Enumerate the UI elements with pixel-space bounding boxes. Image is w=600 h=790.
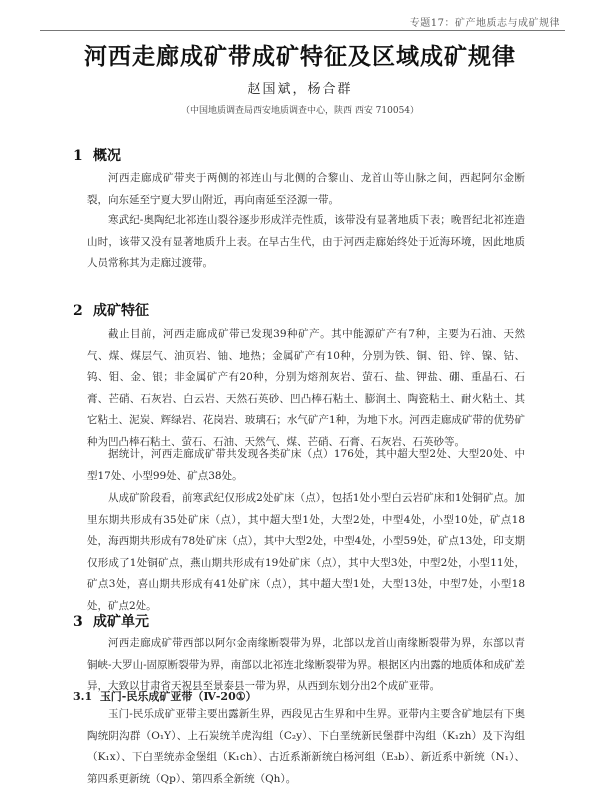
paper-title: 河西走廊成矿带成矿特征及区域成矿规律 <box>84 43 516 70</box>
header-rule <box>40 30 565 31</box>
section-heading-2 <box>73 300 149 320</box>
section-heading-1 <box>73 145 121 165</box>
paragraph: 玉门-民乐成矿亚带主要出露新生界，西段见古生界和中生界。亚带内主要含矿地层有下奥陶统阴沟群（O₁Y）、上石炭统羊虎沟组（C₂y）、下白垩统新民堡群中沟组（K₁zh）及下沟组（K₁x）、下白垩统赤金堡组（K₁ch）、古近系渐新统白杨河组（E₃b）、新近系中新统（N₁）、第四系更新统（Qp）、第四系全新统（Qh）。 <box>87 708 525 785</box>
paragraph: 截止目前，河西走廊成矿带已发现39种矿产。其中能源矿产有7种，主要为石油、天然气、煤、煤层气、油页岩、铀、地热；金属矿产有10种，分别为铁、铜、铅、锌、镍、钴、钨、钼、金、银；非金属矿产有20种，分别为熔剂灰岩、萤石、盐、钾盐、硼、重晶石、石膏、芒硝、石灰岩、白云岩、天然石英砂、凹凸棒石粘土、膨润土、陶瓷粘土、耐火粘土、其它粘土、泥炭、辉绿岩、花岗岩、玻璃石；水气矿产1种，为地下水。河西走廊成矿带的优势矿种为凹凸棒石粘土、萤石、石油、天然气、煤、芒硝、石膏、石灰岩、石英砂等。 <box>87 328 525 448</box>
section-number: 3 <box>73 614 83 630</box>
section-number: 1 <box>73 148 83 164</box>
section-heading-3 <box>73 611 149 631</box>
section-title: 成矿特征 <box>93 303 149 319</box>
section-title: 成矿单元 <box>93 614 149 630</box>
paragraph: 据统计，河西走廊成矿带共发现各类矿床（点）176处，其中超大型2处、大型20处、中型17处、小型99处、矿点38处。 <box>87 448 525 482</box>
section-title: 概况 <box>93 148 121 164</box>
paragraph: 从成矿阶段看，前寒武纪仅形成2处矿床（点），包括1处小型白云岩矿床和1处铜矿点。加里东期共形成有35处矿床（点），其中超大型1处，大型2处，中型4处，小型10处，矿点18处，海西期共形成有78处矿床（点），其中大型2处，中型4处，小型59处，矿点13处，印支期仅形成了1处铜矿点，燕山期共形成有19处矿床（点），其中大型3处，中型2处，小型11处，矿点3处，喜山期共形成有41处矿床（点），其中超大型1处，大型13处，中型7处，小型18处，矿点2处。 <box>87 492 525 612</box>
paragraph: 寒武纪-奥陶纪北祁连山裂谷逐步形成洋壳性质，该带没有显著地质下表；晚晋纪北祁连造山时，该带又没有显著地质升上表。在早古生代，由于河西走廊始终处于近海环境，因此地质人员常称其为走廊过渡带。 <box>87 214 525 270</box>
section-number: 2 <box>73 303 83 319</box>
authors: 赵国斌，杨合群 <box>247 82 353 97</box>
subsection-number: 3.1 <box>73 690 93 703</box>
affiliation: （中国地质调查局西安地质调查中心，陕西 西安 710054） <box>180 106 420 116</box>
subsection-title: 玉门-民乐成矿亚带（Ⅳ-20①） <box>99 690 257 703</box>
running-head: 专题17：矿产地质志与成矿规律 <box>409 18 560 29</box>
paragraph: 河西走廊成矿带夹于两侧的祁连山与北侧的合黎山、龙首山等山脉之间，西起阿尔金断裂，向东延至宁夏大罗山附近，再向南延至泾源一带。 <box>87 172 525 206</box>
subsection-heading-3-1 <box>73 688 257 704</box>
paragraph: 河西走廊成矿带西部以阿尔金南缘断裂带为界，北部以龙首山南缘断裂带为界，东部以青铜峡-大罗山-固原断裂带为界，南部以北祁连北缘断裂带为界。根据区内出露的地质体和成矿差异，大致以甘肃省天祝县至景泰县一带为界，从西到东划分出2个成矿亚带。 <box>87 637 525 693</box>
